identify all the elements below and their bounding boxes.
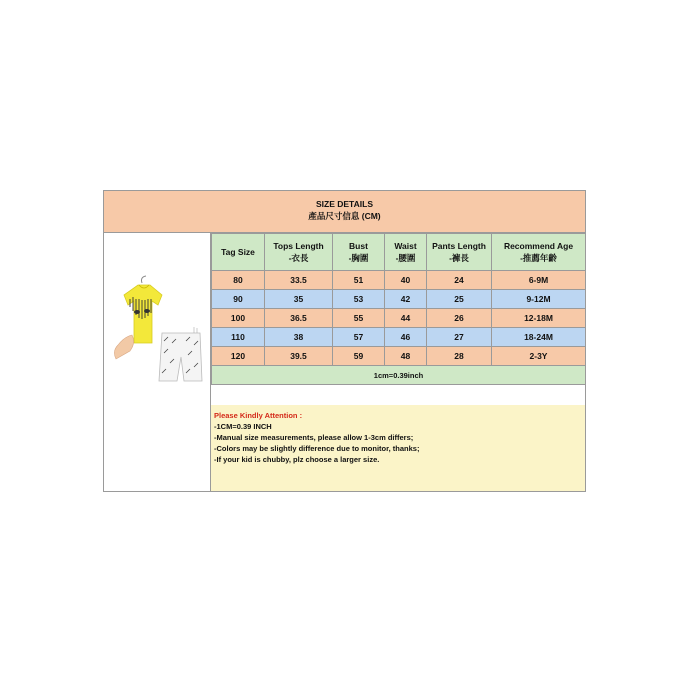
product-photo xyxy=(104,233,211,491)
outfit-image xyxy=(104,233,210,491)
unit-conversion: 1cm=0.39inch xyxy=(212,366,586,385)
col-bust: Bust -胸圍 xyxy=(333,234,385,271)
size-details-title: SIZE DETAILS xyxy=(316,199,373,209)
note-line: -Colors may be slightly difference due to monitor, thanks; xyxy=(214,444,420,453)
col-waist: Waist -腰圍 xyxy=(385,234,427,271)
note-line: -If your kid is chubby, plz choose a larger size. xyxy=(214,455,380,464)
note-line: -Manual size measurements, please allow 1-3cm differs; xyxy=(214,433,414,442)
size-details-header xyxy=(104,191,585,233)
attention-title: Please Kindly Attention : xyxy=(214,411,303,420)
table-row: 80 33.5 51 40 24 6-9M xyxy=(212,271,586,290)
col-tag-size: Tag Size xyxy=(212,234,265,271)
col-recommend-age: Recommend Age -推薦年齡 xyxy=(492,234,586,271)
size-chart xyxy=(103,190,586,492)
size-details-subtitle: 產品尺寸信息 (CM) xyxy=(308,211,381,221)
table-header-row xyxy=(212,234,586,271)
table-row: 90 35 53 42 25 9-12M xyxy=(212,290,586,309)
conversion-row xyxy=(212,366,586,385)
table-row: 100 36.5 55 44 26 12-18M xyxy=(212,309,586,328)
col-tops-length: Tops Length -衣長 xyxy=(265,234,333,271)
col-pants-length: Pants Length -褲長 xyxy=(427,234,492,271)
table-row: 110 38 57 46 27 18-24M xyxy=(212,328,586,347)
table-row: 120 39.5 59 48 28 2-3Y xyxy=(212,347,586,366)
note-line: -1CM=0.39 INCH xyxy=(214,422,272,431)
size-table xyxy=(211,233,585,385)
attention-notes xyxy=(211,405,585,491)
